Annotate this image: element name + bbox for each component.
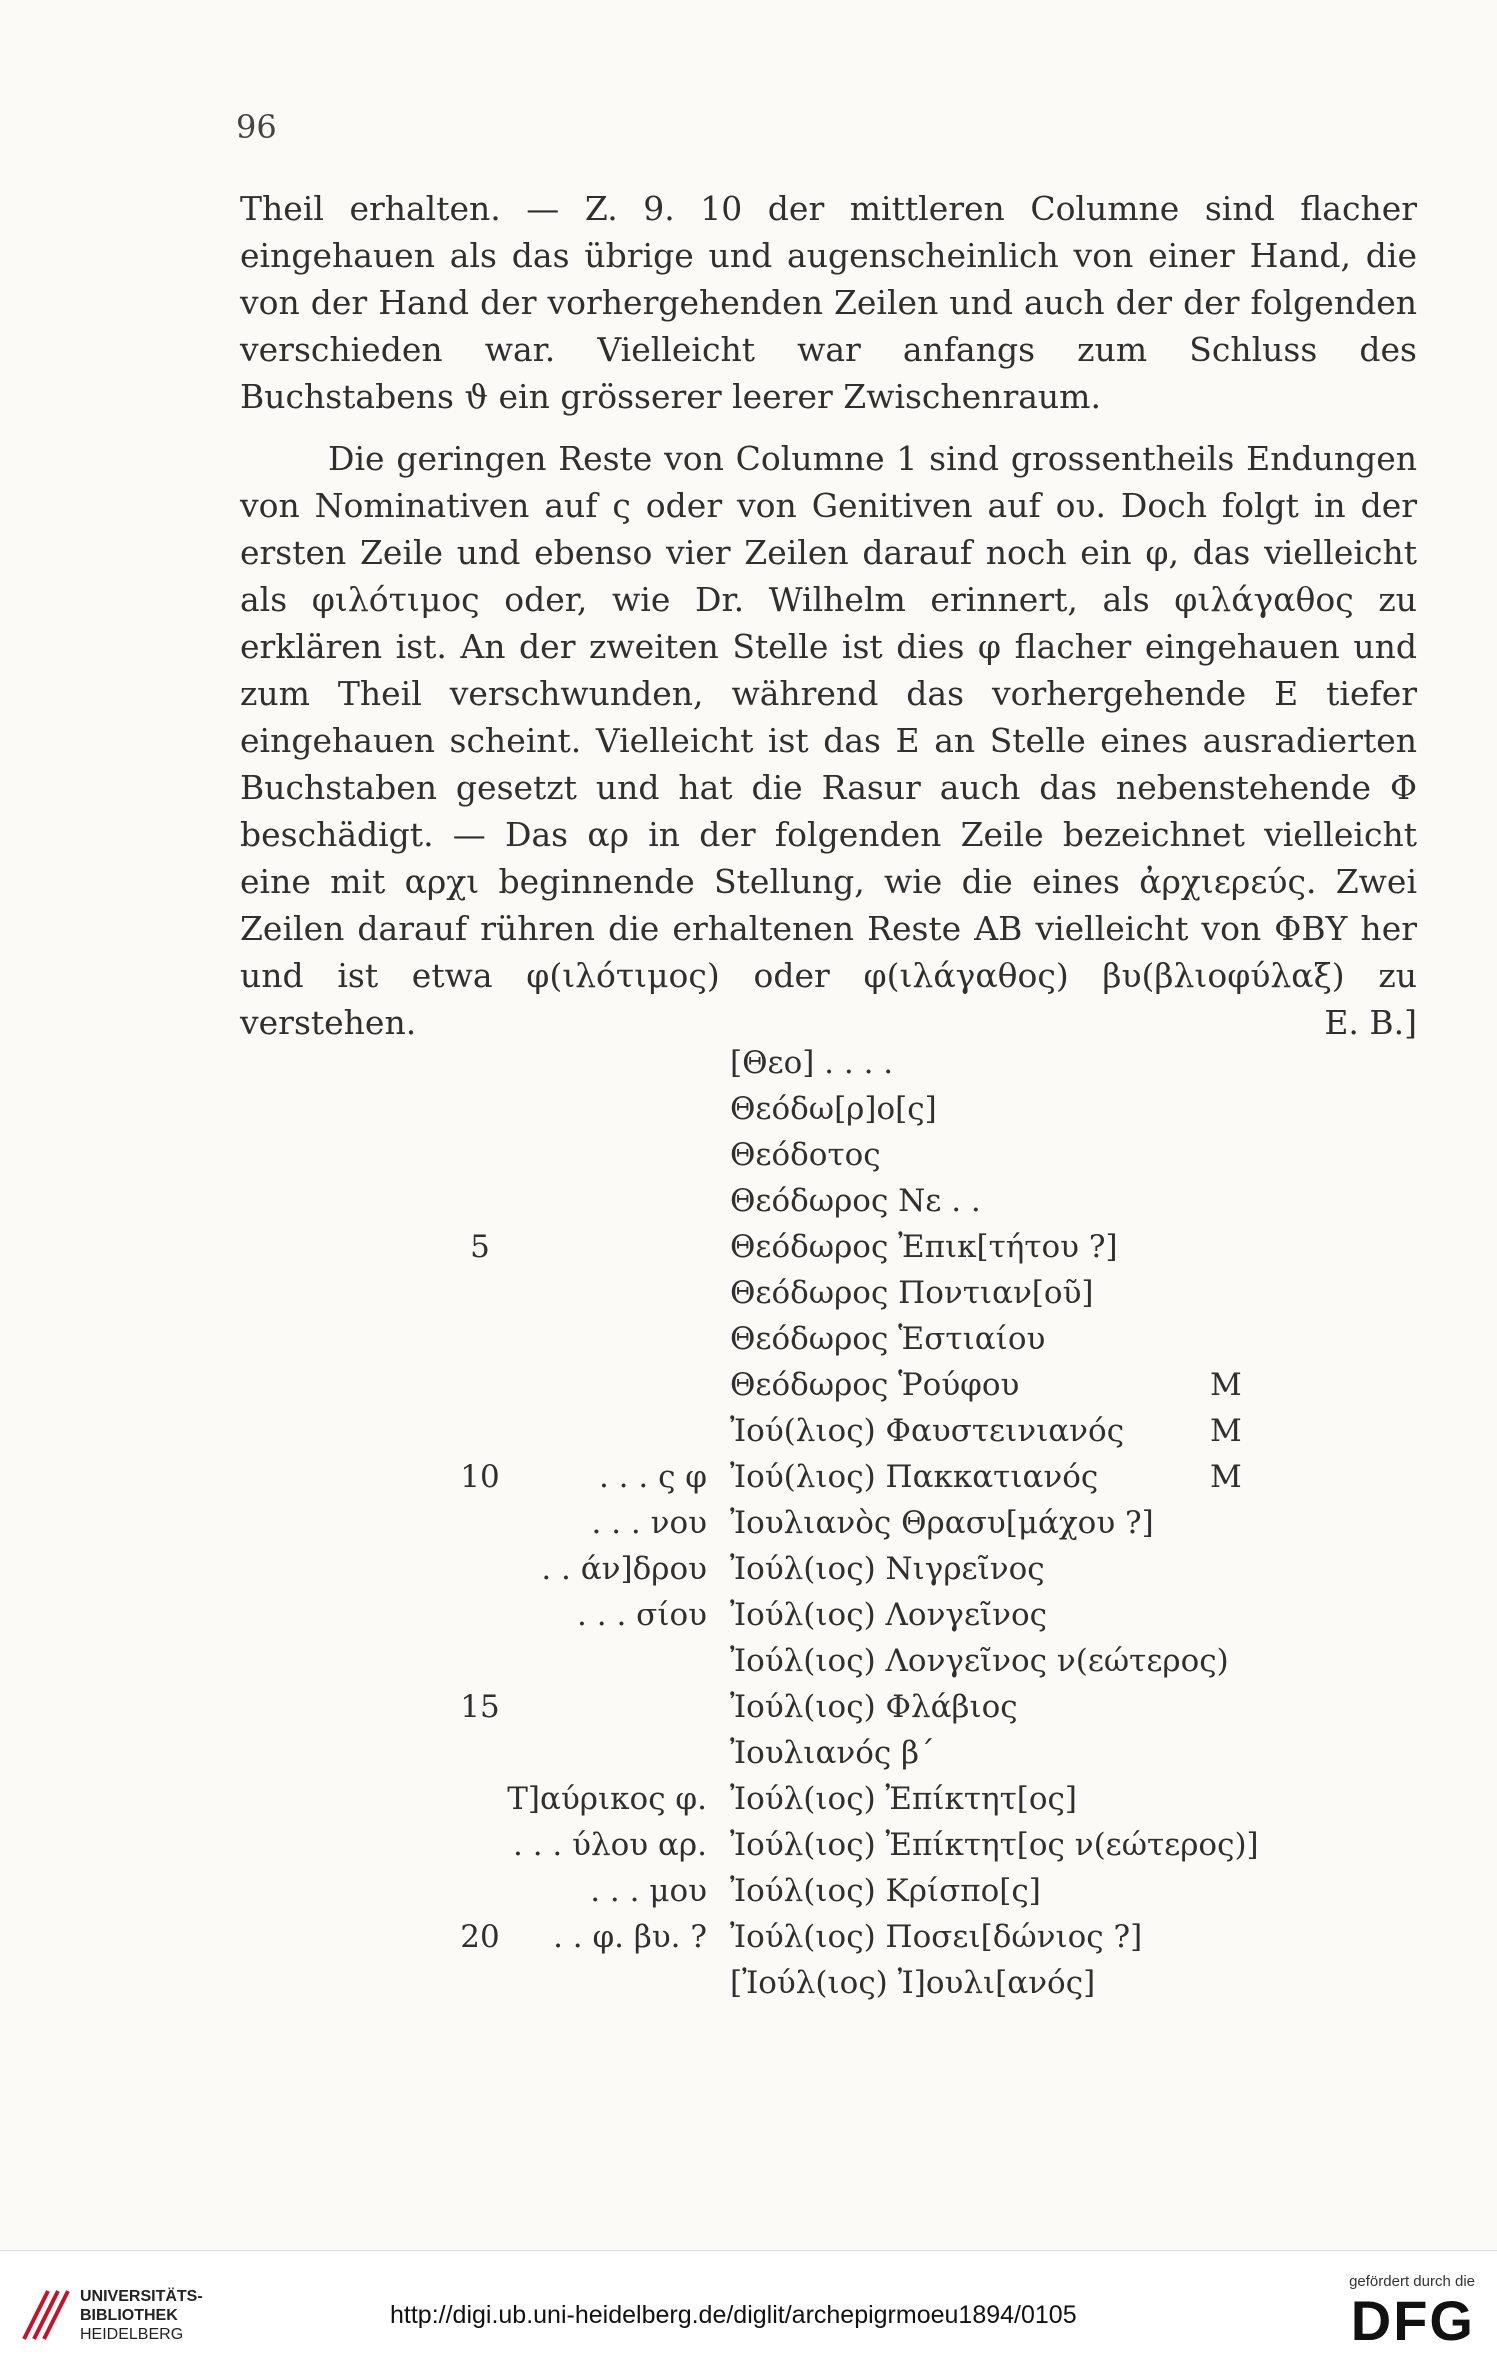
name-entry: Ἰούλ(ιος) Λονγεῖνος [730, 1597, 1048, 1633]
inscription-line [0, 1505, 1497, 1551]
inscription-line [0, 1321, 1497, 1367]
funder-block[interactable] [1315, 2273, 1475, 2350]
name-entry: Ἰούλ(ιος) Ἐπίκτητ[ος ν(εώτερος)] [730, 1827, 1259, 1863]
inscription-line [0, 1827, 1497, 1873]
name-entry: [Ἰούλ(ιος) Ἰ]ουλι[ανός] [730, 1965, 1096, 2001]
inscription-line [0, 1229, 1497, 1275]
library-logo-icon [18, 2285, 70, 2345]
permalink[interactable]: http://digi.ub.uni-heidelberg.de/diglit/archepigrmoeu1894/0105 [390, 2301, 1077, 2329]
inscription-line [0, 1689, 1497, 1735]
inscription-line [0, 1781, 1497, 1827]
name-entry: Ἰούλ(ιος) Ποσει[δώνιος ?] [730, 1919, 1143, 1955]
name-entry: Ἰουλιανὸς Θρασυ[μάχου ?] [730, 1505, 1154, 1541]
name-entry: Ἰούλ(ιος) Φλάβιος [730, 1689, 1018, 1725]
inscription-line [0, 1045, 1497, 1091]
inscription-line [0, 1367, 1497, 1413]
name-entry: Θεόδωρος Ῥούφου [730, 1367, 1020, 1403]
left-column-text: . . . νου [591, 1505, 707, 1541]
inscription-line [0, 1091, 1497, 1137]
line-number: 15 [460, 1689, 500, 1725]
name-entry: [Θεο] . . . . [730, 1045, 894, 1081]
margin-mark: M [1210, 1459, 1242, 1495]
name-entry: Θεόδωρος Ἑστιαίου [730, 1321, 1046, 1357]
margin-mark: M [1210, 1413, 1242, 1449]
paragraph-text: Theil erhalten. — Z. 9. 10 der mittleren Columne sind flacher eingehauen als das übrige und augenscheinlich von einer Hand, die von der Hand der vorhergehenden Zeilen und auch der der folgenden verschieden war. Vielleicht war anfangs zum Schluss des Buchstabens ϑ ein grösserer leerer Zwischenraum. [240, 189, 1417, 416]
paragraph-body: Die geringen Reste von Columne 1 sind grossentheils Endungen von Nominativen auf ς oder von Genitiven auf ου. Doch folgt in der ersten Zeile und ebenso vier Zeilen darauf noch ein φ, das vielleicht als φιλότιμος oder, wie Dr. Wilhelm erinnert, als φιλάγαθος zu erklären ist. An der zweiten Stelle ist dies φ flacher eingehauen und zum Theil verschwunden, während das vorhergehende Ε tiefer eingehauen scheint. Vielleicht ist das Ε an Stelle eines ausradierten Buchstaben gesetzt und hat die Rasur auch das nebenstehende Φ beschädigt. — Das αρ in der folgenden Zeile bezeichnet vielleicht eine mit αρχι beginnende Stellung, wie die eines ἀρχιερεύς. Zwei Zeilen darauf rühren die erhaltenen Reste ΑΒ vielleicht von ΦΒΥ her und ist etwa φ(ιλότιμος) oder φ(ιλάγαθος) βυ(βλιοφύλαξ) zu verstehen. [240, 439, 1417, 1042]
library-name-line-2: BIBLIOTHEK [80, 2307, 178, 2324]
page-number: 96 [236, 108, 277, 146]
inscription-line [0, 1413, 1497, 1459]
footer-bar [0, 2250, 1497, 2378]
library-name-line-1: UNIVERSITÄTS- [80, 2288, 203, 2305]
inscription-line [0, 1643, 1497, 1689]
inscription-line [0, 1275, 1497, 1321]
left-column-text: . . άν]δρου [541, 1551, 707, 1587]
inscription-line [0, 1873, 1497, 1919]
dfg-logo: DFG [1350, 2289, 1475, 2352]
name-entry: Ἰούλ(ιος) Νιγρεῖνος [730, 1551, 1045, 1587]
name-entry: Ἰού(λιος) Φαυστεινιανός [730, 1413, 1125, 1449]
name-entry: Θεόδωρος Ποντιαν[οῦ] [730, 1275, 1094, 1311]
inscription-line [0, 1137, 1497, 1183]
inscription-line [0, 1459, 1497, 1505]
inscription-line [0, 1919, 1497, 1965]
name-entry: Ἰούλ(ιος) Κρίσπο[ς] [730, 1873, 1041, 1909]
left-column-text: Τ]αύρικος φ. [507, 1781, 707, 1817]
name-entry: Θεόδωρος Νε . . [730, 1183, 981, 1219]
commentary-paragraph-1 [240, 185, 1417, 420]
inscription-line [0, 1597, 1497, 1643]
left-column-text: . . . μου [590, 1873, 707, 1909]
left-column-text: . . . ύλου αρ. [513, 1827, 707, 1863]
left-column-text: . . . σίου [577, 1597, 707, 1633]
inscription-line [0, 1551, 1497, 1597]
left-column-text: . . φ. βυ. ? [553, 1919, 707, 1955]
author-signature: E. B.] [1324, 1003, 1417, 1042]
commentary-paragraph-2 [240, 435, 1417, 1046]
inscription-line [0, 1735, 1497, 1781]
margin-mark: M [1210, 1367, 1242, 1403]
library-logo[interactable] [18, 2281, 218, 2361]
library-name-line-3: HEIDELBERG [80, 2326, 184, 2343]
inscription-line [0, 1965, 1497, 2011]
line-number: 5 [470, 1229, 490, 1265]
line-number: 20 [460, 1919, 500, 1955]
paragraph-text [240, 435, 1417, 1046]
funding-caption: gefördert durch die [1349, 2273, 1475, 2290]
name-entry: Θεόδοτος [730, 1137, 881, 1173]
name-entry: Θεόδω[ρ]ο[ς] [730, 1091, 937, 1127]
inscription-line [0, 1183, 1497, 1229]
name-entry: Ἰού(λιος) Πακκατιανός [730, 1459, 1099, 1495]
name-entry: Ἰούλ(ιος) Ἐπίκτητ[ος] [730, 1781, 1077, 1817]
name-entry: Ἰουλιανός β΄ [730, 1735, 935, 1771]
library-name [80, 2287, 203, 2344]
name-entry: Θεόδωρος Ἐπικ[τήτου ?] [730, 1229, 1118, 1265]
left-column-text: . . . ς φ [598, 1459, 707, 1495]
name-entry: Ἰούλ(ιος) Λονγεῖνος ν(εώτερος) [730, 1643, 1229, 1679]
line-number: 10 [460, 1459, 500, 1495]
